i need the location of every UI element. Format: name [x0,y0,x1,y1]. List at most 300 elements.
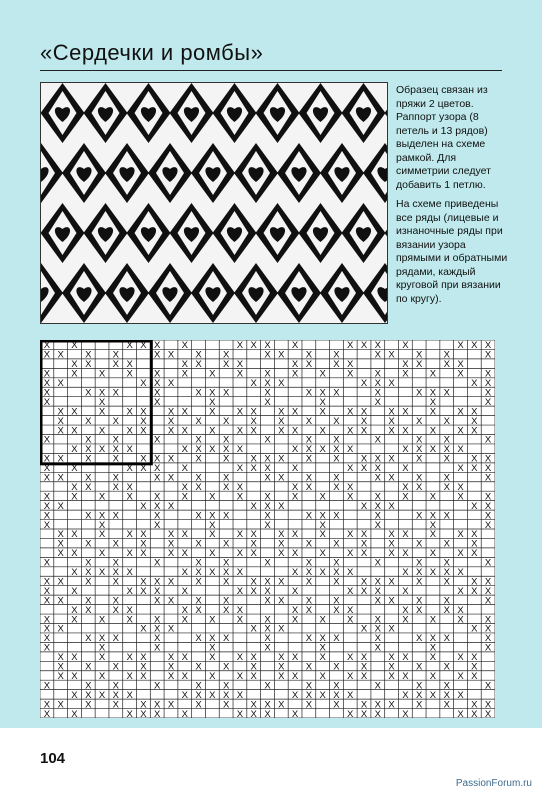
chart-cell-mark: X [360,548,368,560]
chart-cell-mark: X [154,623,161,635]
chart-cell-mark: X [374,614,381,626]
chart-cell-mark: X [291,406,299,418]
chart-cell-mark: X [402,529,409,541]
chart-cell-mark: X [484,378,492,390]
chart-cell-mark: X [112,538,120,550]
chart-cell-mark: X [112,689,120,701]
chart-cell-mark: X [181,425,188,437]
chart-cell-mark: X [374,396,381,408]
chart-cell-mark: X [140,500,147,512]
chart-cell-mark: X [250,652,257,664]
chart-cell-mark: X [85,557,92,569]
chart-cell-mark: X [415,689,423,701]
chart-cell-mark: X [181,652,188,664]
chart-cell-mark: X [85,472,92,484]
chart-cell-mark: X [471,415,478,427]
chart-cell-mark: X [250,661,257,673]
chart-cell-mark: X [154,463,161,475]
chart-cell-mark: X [98,491,106,503]
chart-cell-mark: X [360,415,368,427]
chart-cell-mark: X [402,368,409,380]
chart-cell-mark: X [264,378,271,390]
chart-cell-mark: X [71,567,78,579]
chart-cell-mark: X [236,652,244,664]
chart-cell-mark: X [209,567,216,579]
chart-cell-mark: X [264,585,271,597]
chart-cell-mark: X [415,434,423,446]
chart-cell-mark: X [264,557,271,569]
chart-cell-mark: X [154,396,161,408]
chart-cell-mark: X [154,491,161,503]
chart-cell-mark: X [319,444,326,456]
chart-cell-mark: X [319,406,326,418]
chart-cell-mark: X [264,519,271,531]
title-divider [40,70,502,71]
chart-cell-mark: X [333,510,340,522]
chart-cell-mark: X [43,519,51,531]
chart-cell-mark: X [43,557,51,569]
chart-cell-mark: X [195,567,202,579]
chart-cell-mark: X [484,349,492,361]
chart-cell-mark: X [333,633,340,645]
chart-cell-mark: X [181,463,188,475]
chart-cell-mark: X [333,444,340,456]
chart-cell-mark: X [57,652,64,664]
chart-cell-mark: X [43,623,51,635]
chart-cell-mark: X [250,406,257,418]
chart-cell-mark: X [319,642,326,654]
chart-cell-mark: X [484,519,492,531]
chart-cell-mark: X [126,670,133,682]
chart-cell-mark: X [57,500,64,512]
chart-cell-mark: X [43,633,51,645]
chart-cell-mark: X [126,585,133,597]
chart-cell-mark: X [140,585,147,597]
chart-cell-mark: X [140,340,147,352]
chart-cell-mark: X [126,368,133,380]
chart-cell-mark: X [167,670,175,682]
chart-cell-mark: X [374,463,381,475]
chart-cell-mark: X [167,453,175,465]
chart-cell-mark: X [360,670,368,682]
chart-cell-mark: X [319,387,326,399]
chart-cell-mark: X [415,387,423,399]
chart-cell-mark: X [429,425,437,437]
chart-cell-mark: X [140,529,147,541]
chart-cell-mark: X [471,548,478,560]
chart-cell-mark: X [167,623,175,635]
chart-cell-mark: X [43,387,51,399]
chart-cell-mark: X [236,670,244,682]
chart-cell-mark: X [181,406,188,418]
chart-cell-mark: X [429,633,437,645]
chart-cell-mark: X [319,510,326,522]
chart-cell-mark: X [305,576,313,588]
chart-cell-mark: X [305,359,313,371]
chart-cell-mark: X [484,472,492,484]
chart-cell-mark: X [140,538,147,550]
chart-cell-mark: X [264,642,271,654]
chart-cell-mark: X [43,396,51,408]
chart-cell-mark: X [305,567,313,579]
chart-cell-mark: X [57,425,64,437]
chart-cell-mark: X [305,661,313,673]
chart-cell-mark: X [388,472,395,484]
chart-cell-mark: X [181,567,188,579]
chart-cell-mark: X [319,633,326,645]
chart-cell-mark: X [195,689,202,701]
chart-cell-mark: X [154,472,161,484]
chart-cell-mark: X [112,661,120,673]
chart-cell-mark: X [415,699,423,711]
chart-cell-mark: X [471,500,478,512]
chart-cell-mark: X [71,491,78,503]
chart-cell-mark: X [209,548,216,560]
chart-cell-mark: X [71,652,78,664]
chart-cell-mark: X [471,529,478,541]
chart-cell-mark: X [98,614,106,626]
chart-cell-mark: X [250,548,257,560]
chart-cell-mark: X [71,463,78,475]
chart-cell-mark: X [209,368,216,380]
chart-cell-mark: X [57,661,64,673]
chart-cell-mark: X [112,567,120,579]
chart-cell-mark: X [250,699,257,711]
chart-cell-mark: X [388,548,395,560]
chart-cell-mark: X [236,481,244,493]
chart-cell-mark: X [181,481,188,493]
chart-cell-mark: X [154,557,161,569]
chart-cell-mark: X [167,595,175,607]
chart-cell-mark: X [484,708,492,718]
chart-cell-mark: X [347,708,354,718]
chart-cell-mark: X [209,396,216,408]
chart-cell-mark: X [388,623,395,635]
chart-cell-mark: X [167,652,175,664]
chart-cell-mark: X [402,604,409,616]
chart-cell-mark: X [154,585,161,597]
chart-cell-mark: X [415,538,423,550]
chart-cell-mark: X [388,453,395,465]
chart-cell-mark: X [291,708,299,718]
chart-cell-mark: X [195,576,202,588]
chart-cell-mark: X [333,576,340,588]
chart-cell-mark: X [402,491,409,503]
chart-cell-mark: X [112,453,120,465]
chart-cell-mark: X [167,548,175,560]
chart-cell-mark: X [402,340,409,352]
chart-cell-mark: X [305,472,313,484]
chart-cell-mark: X [43,491,51,503]
chart-cell-mark: X [484,623,492,635]
chart-cell-mark: X [181,491,188,503]
chart-cell-mark: X [264,510,271,522]
watermark: PassionForum.ru [455,778,532,789]
chart-cell-mark: X [457,444,464,456]
chart-cell-mark: X [429,567,437,579]
chart-cell-mark: X [57,472,64,484]
chart-cell-mark: X [181,340,188,352]
chart-cell-mark: X [291,340,299,352]
chart-cell-mark: X [112,415,120,427]
chart-cell-mark: X [319,529,326,541]
chart-cell-mark: X [347,670,354,682]
chart-cell-mark: X [236,567,244,579]
chart-cell-mark: X [85,576,92,588]
chart-cell-mark: X [429,510,437,522]
chart-cell-mark: X [250,538,257,550]
chart-cell-mark: X [264,434,271,446]
chart-cell-mark: X [250,670,257,682]
chart-cell-mark: X [291,529,299,541]
chart-cell-mark: X [374,576,381,588]
chart-cell-mark: X [264,623,271,635]
chart-cell-mark: X [236,585,244,597]
chart-cell-mark: X [415,453,423,465]
chart-cell-mark: X [457,548,464,560]
chart-cell-mark: X [319,689,326,701]
chart-cell-mark: X [278,415,285,427]
chart-cell-mark: X [57,699,64,711]
chart-cell-mark: X [57,595,64,607]
chart-cell-mark: X [443,595,450,607]
chart-cell-mark: X [222,510,230,522]
chart-cell-mark: X [347,652,354,664]
page-title: «Сердечки и ромбы» [40,40,264,65]
chart-cell-mark: X [98,652,106,664]
chart-cell-mark: X [126,425,133,437]
chart-cell-mark: X [71,340,78,352]
chart-cell-mark: X [126,491,133,503]
chart-cell-mark: X [291,670,299,682]
chart-cell-mark: X [374,595,381,607]
chart-cell-mark: X [167,576,175,588]
chart-cell-mark: X [264,349,271,361]
chart-cell-mark: X [347,585,354,597]
chart-cell-mark: X [112,633,120,645]
chart-cell-mark: X [264,387,271,399]
chart-cell-mark: X [126,359,133,371]
chart-cell-mark: X [209,614,216,626]
chart-cell-mark: X [181,670,188,682]
chart-cell-mark: X [222,595,230,607]
chart-cell-mark: X [43,585,51,597]
chart-cell-mark: X [291,614,299,626]
chart-cell-mark: X [126,567,133,579]
chart-cell-mark: X [471,623,478,635]
chart-cell-mark: X [319,425,326,437]
chart-cell-mark: X [305,481,313,493]
chart-cell-mark: X [112,680,120,692]
chart-cell-mark: X [71,689,78,701]
chart-cell-mark: X [264,396,271,408]
chart-cell-mark: X [236,444,244,456]
chart-cell-mark: X [167,529,175,541]
chart-cell-mark: X [471,406,478,418]
chart-cell-mark: X [167,349,175,361]
chart-cell-mark: X [195,387,202,399]
chart-cell-mark: X [126,481,133,493]
chart-cell-mark: X [250,576,257,588]
chart-cell-mark: X [85,415,92,427]
chart-cell-mark: X [126,604,133,616]
chart-cell-mark: X [360,425,368,437]
chart-cell-mark: X [429,368,437,380]
chart-cell-mark: X [360,585,368,597]
chart-cell-mark: X [388,500,395,512]
chart-cell-mark: X [209,642,216,654]
chart-cell-mark: X [167,378,175,390]
chart-cell-mark: X [43,595,51,607]
chart-cell-mark: X [126,529,133,541]
chart-cell-mark: X [126,463,133,475]
chart-cell-mark: X [374,491,381,503]
chart-cell-mark: X [305,510,313,522]
chart-cell-mark: X [388,349,395,361]
chart-cell-mark: X [388,652,395,664]
chart-cell-mark: X [140,548,147,560]
chart-cell-mark: X [429,387,437,399]
chart-cell-mark: X [264,595,271,607]
chart-cell-mark: X [347,368,354,380]
chart-cell-mark: X [484,396,492,408]
chart-cell-mark: X [209,491,216,503]
chart-cell-mark: X [457,689,464,701]
chart-cell-mark: X [85,633,92,645]
chart-cell-mark: X [85,359,92,371]
chart-cell-mark: X [126,614,133,626]
chart-cell-mark: X [402,359,409,371]
chart-cell-mark: X [471,708,478,718]
chart-cell-mark: X [457,708,464,718]
chart-cell-mark: X [291,652,299,664]
chart-cell-mark: X [85,387,92,399]
chart-cell-mark: X [57,623,64,635]
chart-cell-mark: X [98,425,106,437]
chart-cell-mark: X [278,661,285,673]
chart-cell-mark: X [347,491,354,503]
chart-cell-mark: X [429,444,437,456]
chart-cell-mark: X [374,349,381,361]
chart-cell-mark: X [154,500,161,512]
chart-cell-mark: X [209,425,216,437]
chart-cell-mark: X [140,406,147,418]
chart-cell-mark: X [333,567,340,579]
chart-cell-mark: X [43,500,51,512]
chart-cell-mark: X [471,463,478,475]
chart-cell-mark: X [264,472,271,484]
chart-cell-mark: X [305,387,313,399]
chart-cell-mark: X [181,604,188,616]
chart-cell-mark: X [98,548,106,560]
chart-cell-mark: X [333,472,340,484]
chart-cell-mark: X [181,548,188,560]
chart-cell-mark: X [484,434,492,446]
chart-cell-mark: X [126,708,133,718]
chart-cell-mark: X [181,689,188,701]
chart-cell-mark: X [264,576,271,588]
chart-cell-mark: X [195,453,202,465]
chart-cell-mark: X [57,538,64,550]
chart-cell-mark: X [484,453,492,465]
chart-cell-mark: X [98,689,106,701]
chart-cell-mark: X [402,585,409,597]
chart-cell-mark: X [319,614,326,626]
chart-cell-mark: X [388,406,395,418]
chart-cell-mark: X [374,519,381,531]
chart-cell-mark: X [457,406,464,418]
chart-cell-mark: X [360,406,368,418]
chart-cell-mark: X [98,396,106,408]
chart-cell-mark: X [71,481,78,493]
chart-cell-mark: X [374,708,381,718]
chart-cell-mark: X [98,368,106,380]
chart-cell-mark: X [222,699,230,711]
chart-cell-mark: X [484,633,492,645]
chart-cell-mark: X [333,453,340,465]
chart-cell-mark: X [140,661,147,673]
chart-cell-mark: X [71,708,78,718]
chart-cell-mark: X [278,548,285,560]
chart-cell-mark: X [222,576,230,588]
chart-cell-mark: X [402,425,409,437]
chart-cell-mark: X [415,633,423,645]
chart-cell-mark: X [250,500,257,512]
chart-cell-mark: X [57,529,64,541]
chart-cell-mark: X [388,529,395,541]
chart-cell-mark: X [388,378,395,390]
chart-cell-mark: X [264,614,271,626]
chart-cell-mark: X [319,652,326,664]
chart-cell-mark: X [181,529,188,541]
chart-cell-mark: X [154,378,161,390]
chart-cell-mark: X [167,699,175,711]
chart-cell-mark: X [484,491,492,503]
chart-cell-mark: X [305,680,313,692]
chart-cell-mark: X [222,472,230,484]
chart-cell-mark: X [112,434,120,446]
chart-cell-mark: X [415,444,423,456]
chart-cell-mark: X [71,585,78,597]
chart-cell-mark: X [126,444,133,456]
page-number: 104 [40,750,66,767]
chart-cell-mark: X [154,368,161,380]
chart-cell-mark: X [388,661,395,673]
chart-cell-mark: X [209,510,216,522]
chart-cell-mark: X [347,425,354,437]
chart-cell-mark: X [443,538,450,550]
chart-cell-mark: X [43,472,51,484]
chart-cell-mark: X [484,510,492,522]
chart-cell-mark: X [112,472,120,484]
chart-cell-mark: X [471,661,478,673]
chart-cell-mark: X [85,349,92,361]
chart-cell-mark: X [347,548,354,560]
chart-cell-mark: X [443,349,450,361]
chart-cell-mark: X [457,529,464,541]
chart-cell-mark: X [347,359,354,371]
chart-cell-mark: X [457,340,464,352]
chart-cell-mark: X [140,708,147,718]
chart-cell-mark: X [222,680,230,692]
chart-cell-mark: X [360,699,368,711]
chart-cell-mark: X [291,359,299,371]
chart-cell-mark: X [112,481,120,493]
chart-cell-mark: X [43,340,51,352]
chart-cell-mark: X [333,699,340,711]
chart-cell-mark: X [222,453,230,465]
chart-cell-mark: X [57,378,64,390]
